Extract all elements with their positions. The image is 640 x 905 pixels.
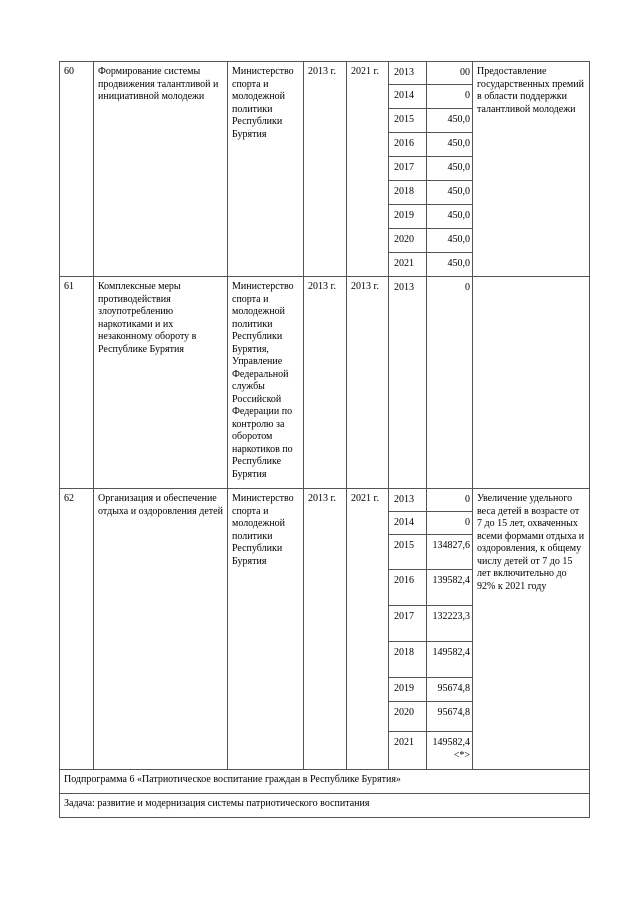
activity-name: Формирование системы продвижения талантливой и инициативной молодежи: [94, 62, 228, 277]
executor: Министерство спорта и молодежной политики Республики Бурятия: [228, 62, 304, 277]
subprogram-title: Подпрограмма 6 «Патриотическое воспитание граждан в Республике Бурятия»: [60, 770, 590, 794]
program-table: [59, 61, 590, 818]
funding-amount: 95674,8: [427, 678, 473, 702]
funding-amount: 450,0: [427, 229, 473, 253]
funding-amount: 139582,4: [427, 570, 473, 606]
executor: Министерство спорта и молодежной политики Республики Бурятия, Управление Федеральной службы Российской Федерации по контролю за оборотом наркотиков по Республике Бурятия: [228, 277, 304, 489]
expected-result: Увеличение удельного веса детей в возрасте от 7 до 15 лет, охваченных всеми формами отдыха и оздоровления, к общему числу детей от 7 до 15 лет включительно до 92% к 2021 году: [473, 489, 590, 770]
funding-amount: 450,0: [427, 181, 473, 205]
funding-amount: 132223,3: [427, 606, 473, 642]
table-row: [60, 770, 590, 794]
activity-name: Комплексные меры противодействия злоупотреблению наркотиками и их незаконному обороту в Республике Бурятия: [94, 277, 228, 489]
funding-year: 2013: [389, 489, 427, 512]
funding-amount: 149582,4: [427, 642, 473, 678]
table-row: [60, 489, 590, 512]
funding-amount: 450,0: [427, 157, 473, 181]
funding-amount: 0: [427, 512, 473, 535]
funding-amount: 00: [427, 62, 473, 85]
expected-result: Предоставление государственных премий в области поддержки талантливой молодежи: [473, 62, 590, 277]
funding-year: 2018: [389, 642, 427, 678]
funding-year: 2016: [389, 133, 427, 157]
row-number: 61: [60, 277, 94, 489]
funding-amount: 0: [427, 85, 473, 109]
activity-name: Организация и обеспечение отдыха и оздоровления детей: [94, 489, 228, 770]
funding-year: 2014: [389, 85, 427, 109]
end-year: 2021 г.: [347, 489, 389, 770]
table-row: [60, 62, 590, 85]
row-number: 62: [60, 489, 94, 770]
end-year: 2013 г.: [347, 277, 389, 489]
table-row: [60, 794, 590, 818]
funding-amount: 450,0: [427, 253, 473, 277]
row-number: 60: [60, 62, 94, 277]
task-title: Задача: развитие и модернизация системы патриотического воспитания: [60, 794, 590, 818]
funding-year: 2015: [389, 109, 427, 133]
funding-year: 2014: [389, 512, 427, 535]
funding-year: 2019: [389, 678, 427, 702]
executor: Министерство спорта и молодежной политики Республики Бурятия: [228, 489, 304, 770]
funding-year: 2017: [389, 157, 427, 181]
start-year: 2013 г.: [304, 277, 347, 489]
funding-year: 2020: [389, 702, 427, 732]
funding-amount: 0: [427, 277, 473, 489]
funding-year: 2020: [389, 229, 427, 253]
funding-amount: 95674,8: [427, 702, 473, 732]
funding-year: 2013: [389, 62, 427, 85]
funding-amount: 0: [427, 489, 473, 512]
table-row: [60, 277, 590, 489]
funding-amount: 134827,6: [427, 535, 473, 570]
funding-amount: 149582,4<*>: [427, 732, 473, 770]
expected-result: [473, 277, 590, 489]
funding-year: 2013: [389, 277, 427, 489]
funding-amount: 450,0: [427, 109, 473, 133]
funding-year: 2019: [389, 205, 427, 229]
funding-amount: 450,0: [427, 205, 473, 229]
funding-year: 2021: [389, 732, 427, 770]
funding-amount: 450,0: [427, 133, 473, 157]
funding-year: 2021: [389, 253, 427, 277]
funding-year: 2016: [389, 570, 427, 606]
start-year: 2013 г.: [304, 62, 347, 277]
funding-year: 2015: [389, 535, 427, 570]
funding-year: 2018: [389, 181, 427, 205]
funding-year: 2017: [389, 606, 427, 642]
start-year: 2013 г.: [304, 489, 347, 770]
end-year: 2021 г.: [347, 62, 389, 277]
